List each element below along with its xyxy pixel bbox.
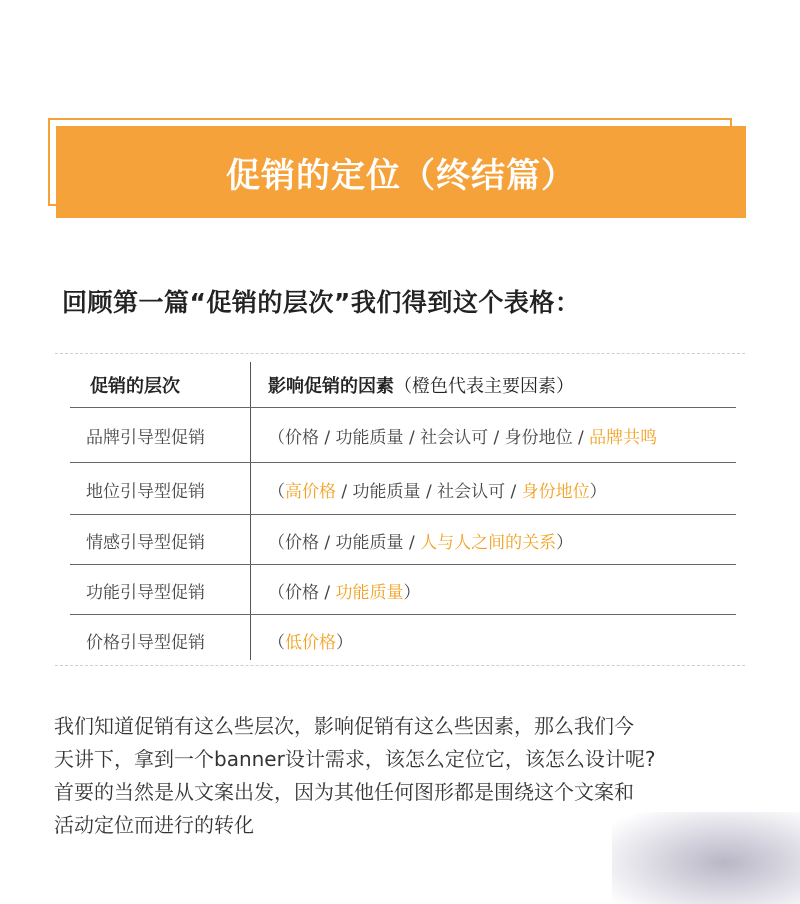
header-factors bbox=[250, 372, 736, 398]
row-factors bbox=[250, 423, 736, 448]
factor-text: （价格 / 功能质量 / bbox=[268, 532, 421, 553]
table-row bbox=[70, 465, 736, 513]
factor-text: / 功能质量 / 社会认可 / bbox=[336, 481, 522, 502]
factor-text: （价格 / 功能质量 / 社会认可 / 身份地位 / bbox=[268, 428, 590, 448]
factor-highlight: 功能质量 bbox=[335, 582, 404, 603]
header-factors-note: （橙色代表主要因素） bbox=[394, 376, 574, 397]
row-divider bbox=[70, 564, 736, 565]
table-top-dashed-line bbox=[55, 353, 745, 354]
factor-text: ） bbox=[336, 632, 353, 653]
header-factors-title: 影响促销的因素 bbox=[268, 376, 394, 397]
factor-text: ） bbox=[403, 582, 421, 603]
factor-text: ） bbox=[589, 481, 607, 502]
table-row bbox=[70, 567, 736, 613]
row-divider bbox=[70, 462, 736, 463]
row-factors bbox=[250, 528, 736, 553]
factor-highlight: 人与人之间的关系 bbox=[420, 532, 557, 553]
table-row bbox=[70, 617, 736, 663]
table-row bbox=[70, 410, 736, 461]
factor-text: （ bbox=[268, 632, 285, 653]
intro-heading: 回顾第一篇“促销的层次”我们得到这个表格： bbox=[62, 288, 581, 317]
row-level: 情感引导型促销 bbox=[86, 532, 205, 553]
row-factors bbox=[250, 578, 736, 603]
factor-highlight: 低价格 bbox=[285, 632, 336, 653]
row-divider bbox=[70, 514, 736, 515]
table-header-row bbox=[70, 364, 736, 406]
factor-highlight: 身份地位 bbox=[521, 481, 590, 502]
header-level: 促销的层次 bbox=[90, 376, 180, 397]
factor-text: （ bbox=[268, 481, 285, 502]
paragraph-line: 活动定位而进行的转化 bbox=[54, 813, 254, 837]
factor-text: ） bbox=[556, 532, 574, 553]
table-row bbox=[70, 517, 736, 563]
title-banner bbox=[48, 118, 748, 220]
row-divider bbox=[70, 614, 736, 615]
table-bottom-dashed-line bbox=[55, 665, 745, 666]
row-divider bbox=[70, 407, 736, 408]
banner-fill bbox=[56, 126, 746, 218]
factor-highlight: 高价格 bbox=[285, 481, 336, 502]
row-level: 功能引导型促销 bbox=[86, 582, 205, 603]
row-factors bbox=[250, 477, 736, 502]
paragraph-line: 首要的当然是从文案出发，因为其他任何图形都是围绕这个文案和 bbox=[54, 780, 634, 804]
factor-highlight: 品牌共鸣 bbox=[589, 428, 658, 448]
paragraph-line: 天讲下，拿到一个banner设计需求，该怎么定位它，该怎么设计呢? bbox=[54, 747, 656, 771]
factor-text: （价格 / bbox=[268, 582, 336, 603]
row-factors bbox=[250, 628, 736, 653]
paragraph-line: 我们知道促销有这么些层次，影响促销有这么些因素，那么我们今 bbox=[54, 714, 634, 738]
row-level: 价格引导型促销 bbox=[86, 632, 205, 653]
row-level: 地位引导型促销 bbox=[86, 481, 205, 502]
row-level: 品牌引导型促销 bbox=[86, 428, 205, 448]
blurred-corner-artifact bbox=[612, 812, 800, 904]
banner-title: 促销的定位（终结篇） bbox=[226, 155, 576, 196]
